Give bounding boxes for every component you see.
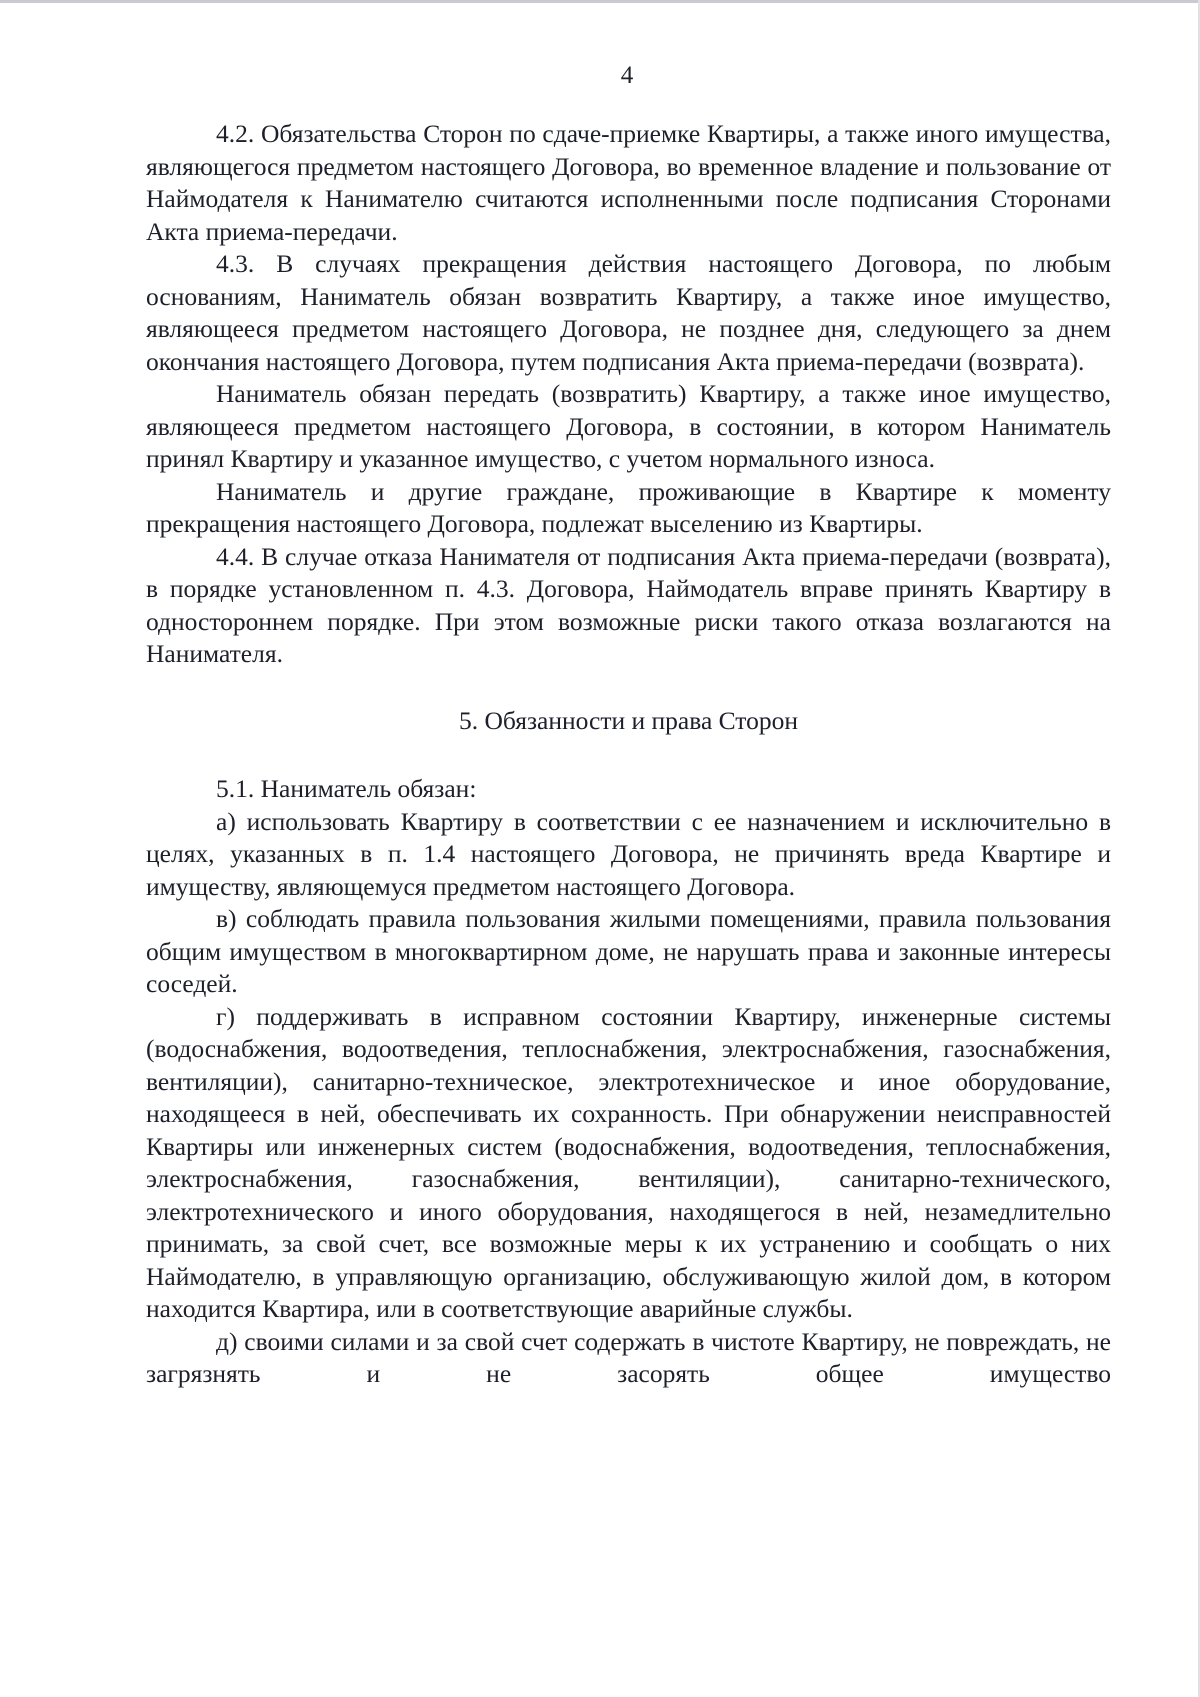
- clause-4-3: 4.3. В случаях прекращения действия настоящего Договора, по любым основаниям, Наниматель обязан возвратить Квартиру, а также иное имущество, являющееся предметом настоящего Договора, не позднее дня, следующего за днем окончания настоящего Договора, путем подписания Акта приема-передачи (возврата).: [146, 249, 1111, 376]
- scan-edge-top: [0, 0, 1200, 3]
- clause-4-3-return-condition: Наниматель обязан передать (возвратить) Квартиру, а также иное имущество, являющееся предметом настоящего Договора, в состоянии, в котором Наниматель принял Квартиру и указанное имущество, с учетом нормального износа.: [146, 379, 1111, 473]
- page-number: 4: [620, 62, 634, 89]
- clause-5-1-v: в) соблюдать правила пользования жилыми помещениями, правила пользования общим имуществом в многоквартирном доме, не нарушать права и законные интересы соседей.: [146, 904, 1111, 998]
- section-5-heading: 5. Обязанности и права Сторон: [458, 705, 799, 735]
- clause-5-1-d: д) своими силами и за свой счет содержать в чистоте Квартиру, не повреждать, не загрязнять и не засорять общее имущество: [146, 1326, 1111, 1388]
- clause-5-1-g: г) поддерживать в исправном состоянии Квартиру, инженерные системы (водоснабжения, водоотведения, теплоснабжения, электроснабжения, газоснабжения, вентиляции), санитарно-техническое, электротехническое и иное оборудование, находящееся в ней, обеспечивать их сохранность. При обнаружении неисправностей Квартиры или инженерных систем (водоснабжения, водоотведения, теплоснабжения, электроснабжения, газоснабжения, вентиляции), санитарно-технического, электротехнического и иного оборудования, находящегося в ней, незамедлительно принимать, за свой счет, все возможные меры к их устранению и сообщать о них Наймодателю, в управляющую организацию, обслуживающую жилой дом, в котором находится Квартира, или в соответствующие аварийные службы.: [146, 1001, 1111, 1323]
- clause-4-2: 4.2. Обязательства Сторон по сдаче-приемке Квартиры, а также иного имущества, являющегося предметом настоящего Договора, во временное владение и пользование от Наймодателя к Нанимателю считаются исполненными после подписания Сторонами Акта приема-передачи.: [146, 119, 1111, 246]
- clause-5-1-a: а) использовать Квартиру в соответствии с ее назначением и исключительно в целях, указанных в п. 1.4 настоящего Договора, не причинять вреда Квартире и имуществу, являющемуся предметом настоящего Договора.: [146, 806, 1111, 901]
- clause-4-3-eviction: Наниматель и другие граждане, проживающие в Квартире к моменту прекращения настоящего Договора, подлежат выселению из Квартиры.: [146, 476, 1111, 538]
- clause-5-1: 5.1. Наниматель обязан:: [216, 774, 477, 803]
- clause-4-4: 4.4. В случае отказа Нанимателя от подписания Акта приема-передачи (возврата), в порядке установленном п. 4.3. Договора, Наймодатель вправе принять Квартиру в одностороннем порядке. При этом возможные риски такого отказа возлагаются на Нанимателя.: [146, 541, 1111, 668]
- document-body: [146, 118, 1111, 1391]
